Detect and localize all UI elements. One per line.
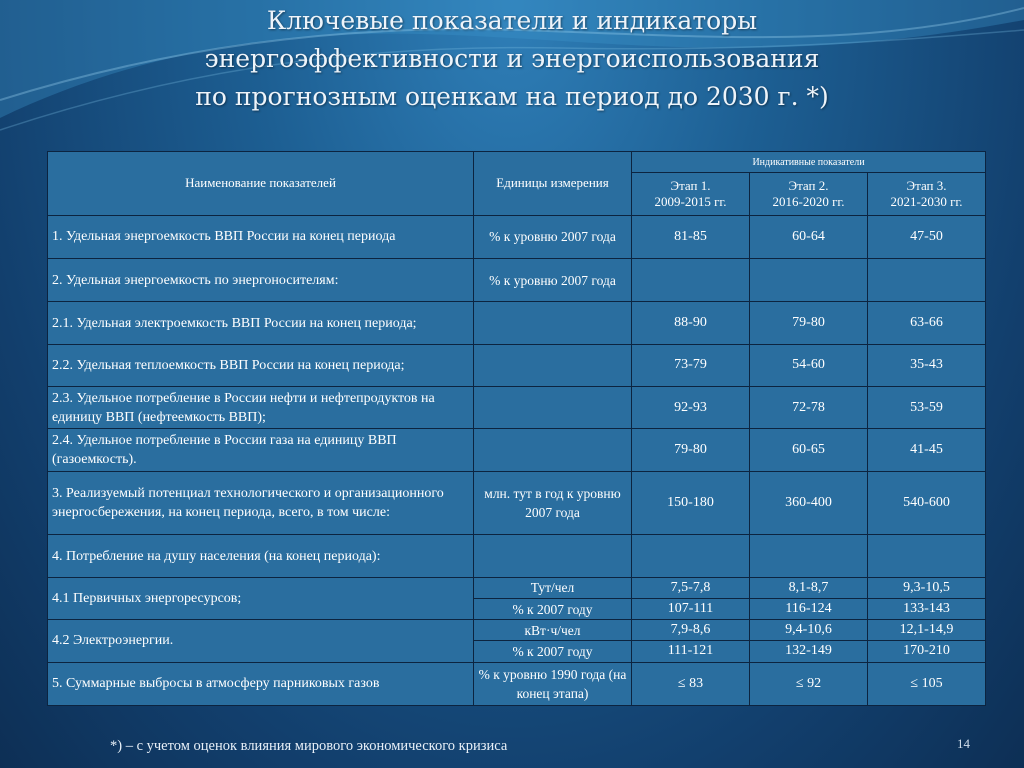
row-stage-3-value: 170-210 — [868, 641, 986, 662]
row-name: 2.1. Удельная электроемкость ВВП России на конец периода; — [48, 302, 474, 344]
row-stage-1-value: ≤ 83 — [632, 662, 750, 705]
row-units: % к уровню 1990 года (на конец этапа) — [474, 662, 632, 705]
row-stage-1-value: 81-85 — [632, 215, 750, 258]
row-stage-2-value: ≤ 92 — [750, 662, 868, 705]
row-stage-3-value — [868, 258, 986, 301]
row-stage-2-value: 54-60 — [750, 344, 868, 386]
row-name: 4. Потребление на душу населения (на конец периода): — [48, 535, 474, 577]
table-header-row — [48, 152, 986, 173]
row-name: 1. Удельная энергоемкость ВВП России на конец периода — [48, 215, 474, 258]
row-stage-3-value: 540-600 — [868, 471, 986, 535]
row-stage-2-value: 79-80 — [750, 302, 868, 344]
table-row — [48, 471, 986, 535]
table-row — [48, 344, 986, 386]
row-stage-3-value: 9,3-10,5 — [868, 577, 986, 598]
row-stage-2-value: 72-78 — [750, 387, 868, 429]
row-stage-2-value: 360-400 — [750, 471, 868, 535]
row-stage-1-value: 111-121 — [632, 641, 750, 662]
row-stage-2-value: 9,4-10,6 — [750, 620, 868, 641]
row-units — [474, 429, 632, 471]
row-units: % к уровню 2007 года — [474, 215, 632, 258]
row-name: 5. Суммарные выбросы в атмосферу парниковых газов — [48, 662, 474, 705]
row-units — [474, 387, 632, 429]
table-row — [48, 258, 986, 301]
title-line-1: Ключевые показатели и индикаторы — [266, 6, 758, 35]
row-stage-2-value: 8,1-8,7 — [750, 577, 868, 598]
row-stage-2-value — [750, 535, 868, 577]
row-name: 2. Удельная энергоемкость по энергоносителям: — [48, 258, 474, 301]
row-stage-3-value: 47-50 — [868, 215, 986, 258]
table-row — [48, 620, 986, 641]
header-stage-3: Этап 3. 2021-2030 гг. — [868, 173, 986, 215]
row-stage-3-value: 12,1-14,9 — [868, 620, 986, 641]
row-stage-1-value: 150-180 — [632, 471, 750, 535]
table-row — [48, 535, 986, 577]
row-stage-1-value: 79-80 — [632, 429, 750, 471]
row-stage-2-value: 116-124 — [750, 598, 868, 619]
row-units: Тут/чел — [474, 577, 632, 598]
row-stage-3-value: 63-66 — [868, 302, 986, 344]
row-stage-3-value — [868, 535, 986, 577]
row-stage-2-value: 60-64 — [750, 215, 868, 258]
row-stage-3-value: ≤ 105 — [868, 662, 986, 705]
row-units — [474, 535, 632, 577]
row-units — [474, 344, 632, 386]
row-stage-1-value — [632, 258, 750, 301]
header-name-column: Наименование показателей — [48, 152, 474, 216]
table-row — [48, 577, 986, 598]
table-row — [48, 302, 986, 344]
table-row — [48, 429, 986, 471]
row-stage-1-value: 7,9-8,6 — [632, 620, 750, 641]
row-name: 2.2. Удельная теплоемкость ВВП России на конец периода; — [48, 344, 474, 386]
indicators-table-container — [47, 151, 985, 706]
row-stage-3-value: 133-143 — [868, 598, 986, 619]
header-units-column: Единицы измерения — [474, 152, 632, 216]
footnote: *) – с учетом оценок влияния мирового экономического кризиса — [110, 738, 508, 754]
row-stage-1-value: 7,5-7,8 — [632, 577, 750, 598]
row-units: % к уровню 2007 года — [474, 258, 632, 301]
table-row — [48, 215, 986, 258]
header-stage-1: Этап 1. 2009-2015 гг. — [632, 173, 750, 215]
slide-title — [0, 2, 1024, 116]
title-line-3: по прогнозным оценкам на период до 2030 г. *) — [195, 82, 829, 111]
title-line-2: энергоэффективности и энергоиспользования — [204, 44, 820, 73]
row-stage-1-value: 88-90 — [632, 302, 750, 344]
row-name: 3. Реализуемый потенциал технологического и организационного энергосбережения, на конец периода, всего, в том числе: — [48, 471, 474, 535]
row-stage-2-value — [750, 258, 868, 301]
header-stage-2: Этап 2. 2016-2020 гг. — [750, 173, 868, 215]
row-stage-3-value: 41-45 — [868, 429, 986, 471]
row-units: кВт·ч/чел — [474, 620, 632, 641]
row-units: млн. тут в год к уровню 2007 года — [474, 471, 632, 535]
row-units — [474, 302, 632, 344]
row-units: % к 2007 году — [474, 598, 632, 619]
table-row — [48, 387, 986, 429]
header-indicative-group: Индикативные показатели — [632, 152, 986, 173]
row-name: 4.2 Электроэнергии. — [48, 620, 474, 662]
row-stage-1-value: 107-111 — [632, 598, 750, 619]
row-stage-1-value: 92-93 — [632, 387, 750, 429]
row-stage-3-value: 35-43 — [868, 344, 986, 386]
row-units: % к 2007 году — [474, 641, 632, 662]
row-stage-1-value — [632, 535, 750, 577]
row-stage-3-value: 53-59 — [868, 387, 986, 429]
row-stage-2-value: 60-65 — [750, 429, 868, 471]
row-stage-2-value: 132-149 — [750, 641, 868, 662]
table-row — [48, 662, 986, 705]
row-stage-1-value: 73-79 — [632, 344, 750, 386]
indicators-table — [47, 151, 986, 706]
row-name: 4.1 Первичных энергоресурсов; — [48, 577, 474, 619]
row-name: 2.3. Удельное потребление в России нефти и нефтепродуктов на единицу ВВП (нефтеемкость ВВП); — [48, 387, 474, 429]
row-name: 2.4. Удельное потребление в России газа на единицу ВВП (газоемкость). — [48, 429, 474, 471]
page-number: 14 — [957, 736, 970, 751]
